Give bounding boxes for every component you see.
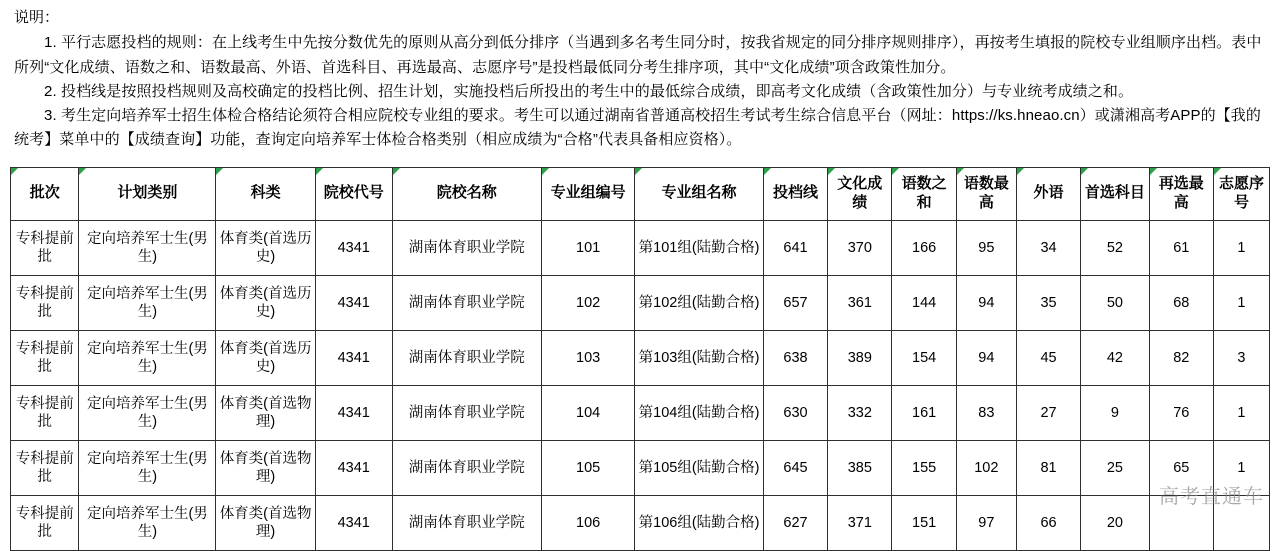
col-header-batch: 批次 — [11, 167, 79, 220]
cell-second-max: 65 — [1149, 440, 1213, 495]
cell-second-max: 82 — [1149, 330, 1213, 385]
cell-school-code: 4341 — [315, 220, 392, 275]
cell-admission-line: 638 — [763, 330, 827, 385]
table-row — [11, 330, 1270, 385]
cell-admission-line: 641 — [763, 220, 827, 275]
cell-school-name: 湖南体育职业学院 — [392, 440, 541, 495]
cell-admission-line: 627 — [763, 495, 827, 550]
score-table — [10, 167, 1270, 551]
cell-volunteer-order: 1 — [1213, 220, 1269, 275]
cell-batch: 专科提前批 — [11, 330, 79, 385]
notes-section — [0, 0, 1280, 153]
cell-plan-type: 定向培养军士生(男生) — [79, 330, 216, 385]
col-header-foreign-language: 外语 — [1016, 167, 1080, 220]
note-paragraph-3: 3. 考生定向培养军士招生体检合格结论须符合相应院校专业组的要求。考生可以通过湖南省普通高校招生考试考生综合信息平台（网址：https://ks.hneao.cn）或潇湘高考APP的【我的统考】菜单中的【成绩查询】功能，查询定向培养军士体检合格类别（相应成绩为“合格”代表具备相应资格）。 — [14, 107, 1262, 149]
cell-chinese-math-sum: 155 — [892, 440, 956, 495]
cell-admission-line: 657 — [763, 275, 827, 330]
cell-second-max: 68 — [1149, 275, 1213, 330]
cell-plan-type: 定向培养军士生(男生) — [79, 385, 216, 440]
cell-foreign-language: 34 — [1016, 220, 1080, 275]
col-header-plan-type: 计划类别 — [79, 167, 216, 220]
cell-batch: 专科提前批 — [11, 385, 79, 440]
cell-subject-type: 体育类(首选历史) — [216, 275, 316, 330]
cell-school-code: 4341 — [315, 385, 392, 440]
cell-second-max: 76 — [1149, 385, 1213, 440]
cell-foreign-language: 45 — [1016, 330, 1080, 385]
cell-subject-type: 体育类(首选历史) — [216, 220, 316, 275]
cell-second-max: 61 — [1149, 220, 1213, 275]
cell-subject-type: 体育类(首选物理) — [216, 440, 316, 495]
col-header-chinese-math-sum: 语数之和 — [892, 167, 956, 220]
cell-group-number: 101 — [541, 220, 634, 275]
col-header-group-number: 专业组编号 — [541, 167, 634, 220]
cell-school-code: 4341 — [315, 275, 392, 330]
table-row — [11, 275, 1270, 330]
table-row — [11, 385, 1270, 440]
cell-batch: 专科提前批 — [11, 440, 79, 495]
cell-chinese-math-sum: 154 — [892, 330, 956, 385]
cell-volunteer-order: 1 — [1213, 385, 1269, 440]
col-header-school-name: 院校名称 — [392, 167, 541, 220]
cell-first-subject: 25 — [1081, 440, 1149, 495]
cell-chinese-math-max: 97 — [956, 495, 1016, 550]
cell-second-max — [1149, 495, 1213, 550]
cell-chinese-math-sum: 161 — [892, 385, 956, 440]
cell-chinese-math-sum: 166 — [892, 220, 956, 275]
col-header-chinese-math-max: 语数最高 — [956, 167, 1016, 220]
table-row — [11, 495, 1270, 550]
cell-group-number: 106 — [541, 495, 634, 550]
cell-group-name: 第105组(陆勤合格) — [635, 440, 764, 495]
cell-group-name: 第106组(陆勤合格) — [635, 495, 764, 550]
cell-plan-type: 定向培养军士生(男生) — [79, 220, 216, 275]
cell-batch: 专科提前批 — [11, 495, 79, 550]
cell-chinese-math-max: 95 — [956, 220, 1016, 275]
note-paragraph-1: 1. 平行志愿投档的规则：在上线考生中先按分数优先的原则从高分到低分排序（当遇到多名考生同分时，按我省规定的同分排序规则排序），再按考生填报的院校专业组顺序出档。表中所列“文化成绩、语数之和、语数最高、外语、首选科目、再选最高、志愿序号”是投档最低同分考生排序项，其中“文化成绩”项含政策性加分。 — [14, 34, 1262, 76]
cell-first-subject: 9 — [1081, 385, 1149, 440]
cell-group-number: 103 — [541, 330, 634, 385]
col-header-volunteer-order: 志愿序号 — [1213, 167, 1269, 220]
col-header-first-subject: 首选科目 — [1081, 167, 1149, 220]
cell-group-name: 第101组(陆勤合格) — [635, 220, 764, 275]
cell-school-name: 湖南体育职业学院 — [392, 330, 541, 385]
cell-group-number: 104 — [541, 385, 634, 440]
cell-first-subject: 42 — [1081, 330, 1149, 385]
cell-culture-score: 371 — [828, 495, 892, 550]
cell-culture-score: 361 — [828, 275, 892, 330]
cell-culture-score: 389 — [828, 330, 892, 385]
col-header-culture-score: 文化成绩 — [828, 167, 892, 220]
cell-chinese-math-max: 83 — [956, 385, 1016, 440]
table-header-row — [11, 167, 1270, 220]
cell-admission-line: 630 — [763, 385, 827, 440]
score-table-wrapper — [0, 167, 1280, 551]
cell-culture-score: 385 — [828, 440, 892, 495]
cell-first-subject: 52 — [1081, 220, 1149, 275]
col-header-admission-line: 投档线 — [763, 167, 827, 220]
cell-volunteer-order — [1213, 495, 1269, 550]
cell-culture-score: 332 — [828, 385, 892, 440]
cell-volunteer-order: 3 — [1213, 330, 1269, 385]
cell-group-name: 第102组(陆勤合格) — [635, 275, 764, 330]
cell-group-number: 102 — [541, 275, 634, 330]
cell-culture-score: 370 — [828, 220, 892, 275]
cell-plan-type: 定向培养军士生(男生) — [79, 495, 216, 550]
table-row — [11, 440, 1270, 495]
note-paragraph-2: 2. 投档线是按照投档规则及高校确定的投档比例、招生计划，实施投档后所投出的考生中的最低综合成绩，即高考文化成绩（含政策性加分）与专业统考成绩之和。 — [44, 82, 1134, 100]
cell-batch: 专科提前批 — [11, 275, 79, 330]
cell-group-name: 第103组(陆勤合格) — [635, 330, 764, 385]
col-header-subject-type: 科类 — [216, 167, 316, 220]
cell-group-name: 第104组(陆勤合格) — [635, 385, 764, 440]
cell-batch: 专科提前批 — [11, 220, 79, 275]
watermark: 高考直通车 — [1159, 486, 1264, 508]
cell-volunteer-order: 1 — [1213, 440, 1269, 495]
col-header-second-max: 再选最高 — [1149, 167, 1213, 220]
cell-volunteer-order: 1 — [1213, 275, 1269, 330]
cell-admission-line: 645 — [763, 440, 827, 495]
cell-school-code: 4341 — [315, 440, 392, 495]
col-header-school-code: 院校代号 — [315, 167, 392, 220]
col-header-group-name: 专业组名称 — [635, 167, 764, 220]
cell-chinese-math-max: 94 — [956, 330, 1016, 385]
cell-subject-type: 体育类(首选物理) — [216, 495, 316, 550]
cell-chinese-math-sum: 151 — [892, 495, 956, 550]
cell-school-name: 湖南体育职业学院 — [392, 385, 541, 440]
cell-school-name: 湖南体育职业学院 — [392, 495, 541, 550]
cell-first-subject: 20 — [1081, 495, 1149, 550]
cell-chinese-math-max: 94 — [956, 275, 1016, 330]
cell-foreign-language: 66 — [1016, 495, 1080, 550]
cell-foreign-language: 81 — [1016, 440, 1080, 495]
table-row — [11, 220, 1270, 275]
cell-school-code: 4341 — [315, 495, 392, 550]
cell-school-name: 湖南体育职业学院 — [392, 220, 541, 275]
cell-subject-type: 体育类(首选物理) — [216, 385, 316, 440]
cell-group-number: 105 — [541, 440, 634, 495]
cell-chinese-math-max: 102 — [956, 440, 1016, 495]
cell-plan-type: 定向培养军士生(男生) — [79, 275, 216, 330]
cell-plan-type: 定向培养军士生(男生) — [79, 440, 216, 495]
notes-title: 说明： — [14, 9, 60, 26]
cell-foreign-language: 35 — [1016, 275, 1080, 330]
cell-subject-type: 体育类(首选历史) — [216, 330, 316, 385]
cell-foreign-language: 27 — [1016, 385, 1080, 440]
cell-school-name: 湖南体育职业学院 — [392, 275, 541, 330]
cell-first-subject: 50 — [1081, 275, 1149, 330]
cell-school-code: 4341 — [315, 330, 392, 385]
cell-chinese-math-sum: 144 — [892, 275, 956, 330]
